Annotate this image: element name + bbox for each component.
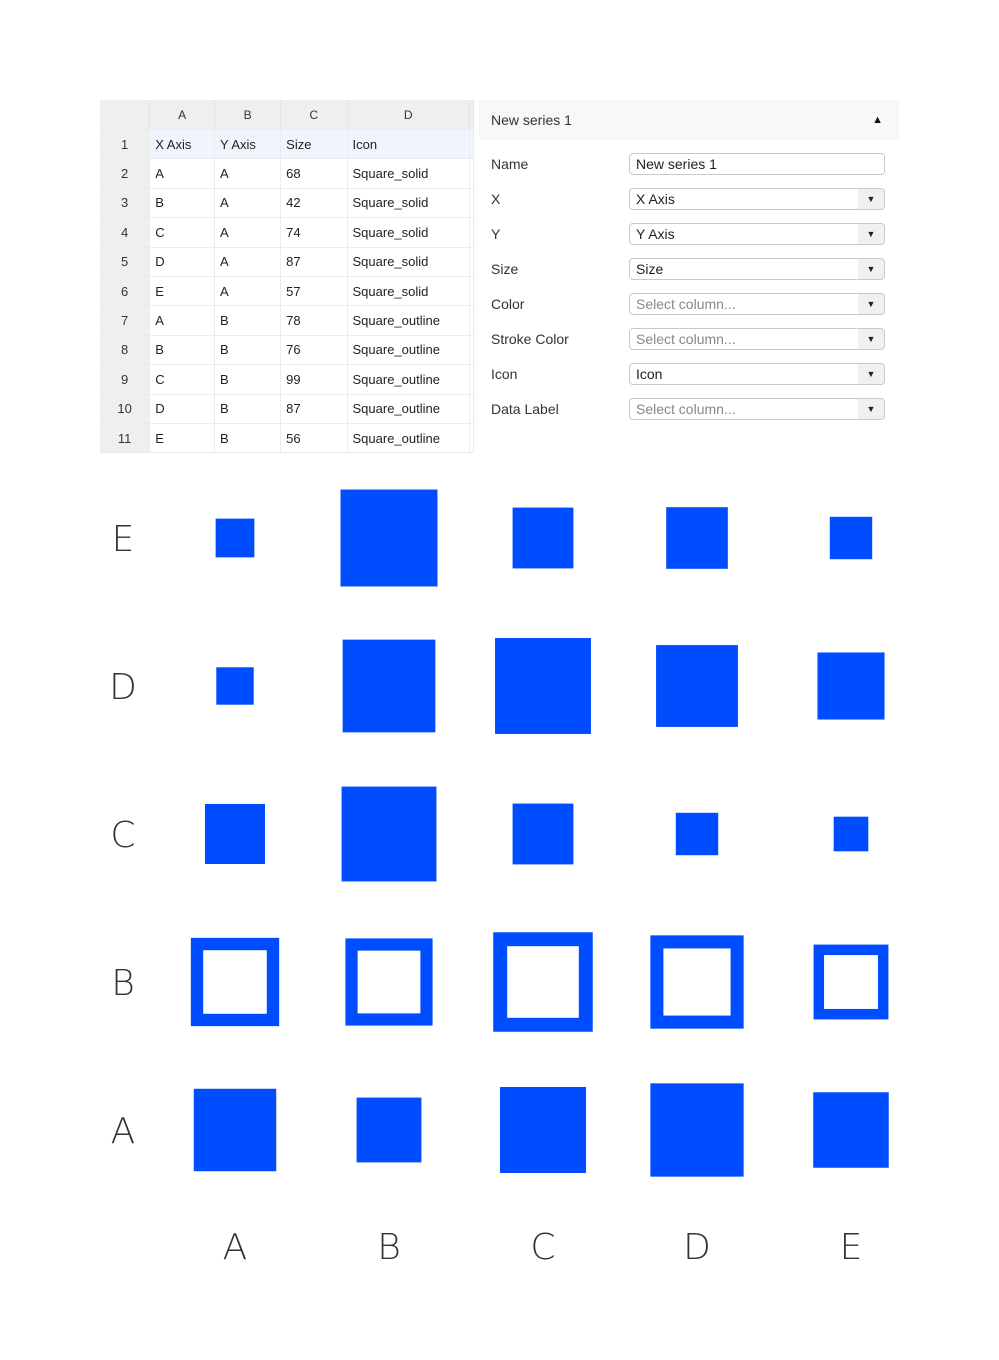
table-cell[interactable]: Square_solid — [347, 247, 470, 276]
column-header[interactable]: B — [214, 100, 280, 130]
table-cell[interactable]: B — [214, 335, 280, 364]
table-cell[interactable]: Y Axis — [214, 130, 280, 159]
field-label: X — [491, 190, 501, 207]
color-select[interactable] — [629, 293, 885, 315]
field-value: Select column... — [636, 400, 736, 417]
field-label: Y — [491, 225, 501, 242]
table-row — [100, 423, 474, 452]
table-row — [100, 188, 474, 217]
table-cell[interactable]: 57 — [281, 276, 347, 305]
table-cell[interactable]: A — [214, 247, 280, 276]
row-number[interactable]: 5 — [100, 247, 150, 276]
table-cell[interactable]: Square_solid — [347, 188, 470, 217]
chevron-down-icon[interactable]: ▼ — [858, 224, 884, 244]
table-cell[interactable]: 99 — [281, 365, 347, 394]
column-header[interactable]: A — [150, 100, 215, 130]
table-cell[interactable]: B — [150, 188, 215, 217]
table-cell[interactable]: B — [214, 365, 280, 394]
chevron-down-icon[interactable]: ▼ — [858, 329, 884, 349]
field-value: Select column... — [636, 295, 736, 312]
field-value: New series 1 — [636, 155, 717, 172]
row-number[interactable]: 7 — [100, 306, 150, 335]
data-point[interactable] — [513, 508, 574, 569]
y-tick-label: D — [109, 667, 137, 708]
field-label: Stroke Color — [491, 330, 569, 347]
row-number[interactable]: 2 — [100, 159, 150, 188]
table-cell[interactable]: A — [214, 159, 280, 188]
table-cell[interactable]: E — [150, 276, 215, 305]
data-point[interactable] — [357, 1098, 422, 1163]
field-label: Color — [491, 295, 525, 312]
table-row — [100, 335, 474, 364]
chevron-down-icon[interactable]: ▼ — [858, 399, 884, 419]
table-cell[interactable]: Icon — [347, 130, 470, 159]
table-cell-partial[interactable] — [470, 306, 474, 335]
table-row — [100, 218, 474, 247]
table-cell[interactable]: 76 — [281, 335, 347, 364]
row-number[interactable]: 3 — [100, 188, 150, 217]
field-label: Data Label — [491, 400, 559, 417]
data-point[interactable] — [657, 942, 737, 1022]
data-point[interactable] — [342, 787, 437, 882]
table-cell-partial[interactable] — [470, 394, 474, 423]
table-cell[interactable]: 74 — [281, 218, 347, 247]
y-tick-label: B — [111, 963, 135, 1004]
data-point[interactable] — [205, 804, 265, 864]
data-point[interactable] — [216, 519, 255, 558]
table-row — [100, 394, 474, 423]
table-cell[interactable]: Square_outline — [347, 394, 470, 423]
corner-cell[interactable] — [100, 100, 150, 130]
data-point[interactable] — [834, 817, 869, 852]
table-row — [100, 130, 474, 159]
table-cell[interactable]: D — [150, 394, 215, 423]
data-point[interactable] — [495, 638, 591, 734]
table-cell[interactable]: A — [214, 188, 280, 217]
field-row-data-label — [479, 391, 899, 426]
data-point[interactable] — [676, 813, 718, 855]
table-cell-partial[interactable] — [470, 335, 474, 364]
name-input[interactable] — [629, 153, 885, 175]
chevron-down-icon[interactable]: ▼ — [858, 364, 884, 384]
field-row-name — [479, 146, 899, 181]
table-row — [100, 247, 474, 276]
x-tick-label: D — [683, 1227, 711, 1268]
data-point[interactable] — [341, 490, 438, 587]
row-number[interactable]: 10 — [100, 394, 150, 423]
column-header-row — [100, 100, 474, 130]
chevron-down-icon[interactable]: ▼ — [858, 259, 884, 279]
x-tick-label: A — [222, 1227, 248, 1268]
table-cell-partial[interactable] — [470, 188, 474, 217]
table-cell[interactable]: 42 — [281, 188, 347, 217]
table-cell[interactable]: Square_outline — [347, 306, 470, 335]
table-cell-partial[interactable] — [470, 159, 474, 188]
data-point[interactable] — [666, 507, 728, 569]
table-cell-partial[interactable] — [470, 276, 474, 305]
field-value: X Axis — [636, 190, 675, 207]
table-cell[interactable]: A — [214, 276, 280, 305]
table-cell[interactable]: 87 — [281, 394, 347, 423]
data-point[interactable] — [352, 945, 427, 1020]
table-cell-partial[interactable] — [470, 130, 474, 159]
row-number[interactable]: 9 — [100, 365, 150, 394]
x-tick-label: B — [377, 1227, 401, 1268]
table-row — [100, 159, 474, 188]
field-row-x — [479, 181, 899, 216]
row-number[interactable]: 4 — [100, 218, 150, 247]
table-cell[interactable]: B — [214, 423, 280, 452]
chevron-down-icon[interactable]: ▼ — [858, 294, 884, 314]
table-cell[interactable]: B — [214, 306, 280, 335]
table-cell[interactable]: 56 — [281, 423, 347, 452]
data-point[interactable] — [819, 950, 883, 1014]
table-cell[interactable]: B — [214, 394, 280, 423]
column-header[interactable]: C — [281, 100, 347, 130]
table-cell[interactable]: Square_outline — [347, 423, 470, 452]
table-cell-partial[interactable] — [470, 218, 474, 247]
row-number[interactable]: 6 — [100, 276, 150, 305]
row-number[interactable]: 8 — [100, 335, 150, 364]
table-row — [100, 306, 474, 335]
y-select[interactable] — [629, 223, 885, 245]
field-row-color — [479, 286, 899, 321]
data-point[interactable] — [817, 652, 884, 719]
table-cell[interactable]: D — [150, 247, 215, 276]
table-cell[interactable]: Square_outline — [347, 335, 470, 364]
field-value: Select column... — [636, 330, 736, 347]
table-cell[interactable]: A — [150, 306, 215, 335]
table-cell[interactable]: Square_solid — [347, 159, 470, 188]
data-point[interactable] — [813, 1092, 888, 1167]
table-cell[interactable]: Square_solid — [347, 218, 470, 247]
table-cell[interactable]: A — [150, 159, 215, 188]
y-tick-label: A — [110, 1111, 136, 1152]
table-cell[interactable]: E — [150, 423, 215, 452]
series-panel — [479, 100, 899, 426]
series-title: New series 1 — [491, 112, 572, 128]
size-select[interactable] — [629, 258, 885, 280]
data-point[interactable] — [656, 645, 738, 727]
data-point[interactable] — [513, 804, 574, 865]
x-select[interactable] — [629, 188, 885, 210]
field-value: Icon — [636, 365, 663, 382]
field-row-icon — [479, 356, 899, 391]
table-cell[interactable]: Size — [281, 130, 347, 159]
x-tick-label: C — [530, 1227, 556, 1268]
data-point[interactable] — [343, 640, 436, 733]
table-cell[interactable]: C — [150, 218, 215, 247]
table-cell-partial[interactable] — [470, 423, 474, 452]
field-row-size — [479, 251, 899, 286]
y-tick-label: C — [110, 815, 136, 856]
spreadsheet — [100, 100, 474, 453]
column-header[interactable]: D — [347, 100, 470, 130]
table-cell[interactable]: Square_outline — [347, 365, 470, 394]
data-point[interactable] — [500, 939, 586, 1025]
column-header-partial[interactable] — [470, 100, 474, 130]
field-value: Size — [636, 260, 664, 277]
row-number[interactable]: 11 — [100, 423, 150, 452]
data-point[interactable] — [830, 517, 872, 559]
field-label: Size — [491, 260, 519, 277]
table-cell[interactable]: C — [150, 365, 215, 394]
row-number[interactable]: 1 — [100, 130, 150, 159]
table-row — [100, 276, 474, 305]
y-tick-label: E — [111, 519, 135, 560]
data-point[interactable] — [650, 1083, 743, 1176]
x-tick-label: E — [839, 1227, 863, 1268]
triangle-up-icon[interactable]: ▲ — [872, 114, 883, 126]
table-cell[interactable]: B — [150, 335, 215, 364]
data-point[interactable] — [500, 1087, 586, 1173]
field-row-y — [479, 216, 899, 251]
data-point[interactable] — [194, 1089, 276, 1171]
icon-select[interactable] — [629, 363, 885, 385]
field-label: Name — [491, 155, 529, 172]
scatter-chart — [0, 460, 999, 1300]
table-cell[interactable]: 78 — [281, 306, 347, 335]
data-point[interactable] — [197, 944, 273, 1020]
table-cell-partial[interactable] — [470, 365, 474, 394]
field-row-stroke-color — [479, 321, 899, 356]
stroke-color-select[interactable] — [629, 328, 885, 350]
field-label: Icon — [491, 365, 518, 382]
series-panel-header[interactable] — [479, 100, 899, 140]
table-cell[interactable]: Square_solid — [347, 276, 470, 305]
table-cell[interactable]: 68 — [281, 159, 347, 188]
field-value: Y Axis — [636, 225, 675, 242]
chevron-down-icon[interactable]: ▼ — [858, 189, 884, 209]
data-point[interactable] — [216, 667, 253, 704]
table-row — [100, 365, 474, 394]
table-cell-partial[interactable] — [470, 247, 474, 276]
table-cell[interactable]: X Axis — [150, 130, 215, 159]
data-label-select[interactable] — [629, 398, 885, 420]
table-cell[interactable]: 87 — [281, 247, 347, 276]
table-cell[interactable]: A — [214, 218, 280, 247]
